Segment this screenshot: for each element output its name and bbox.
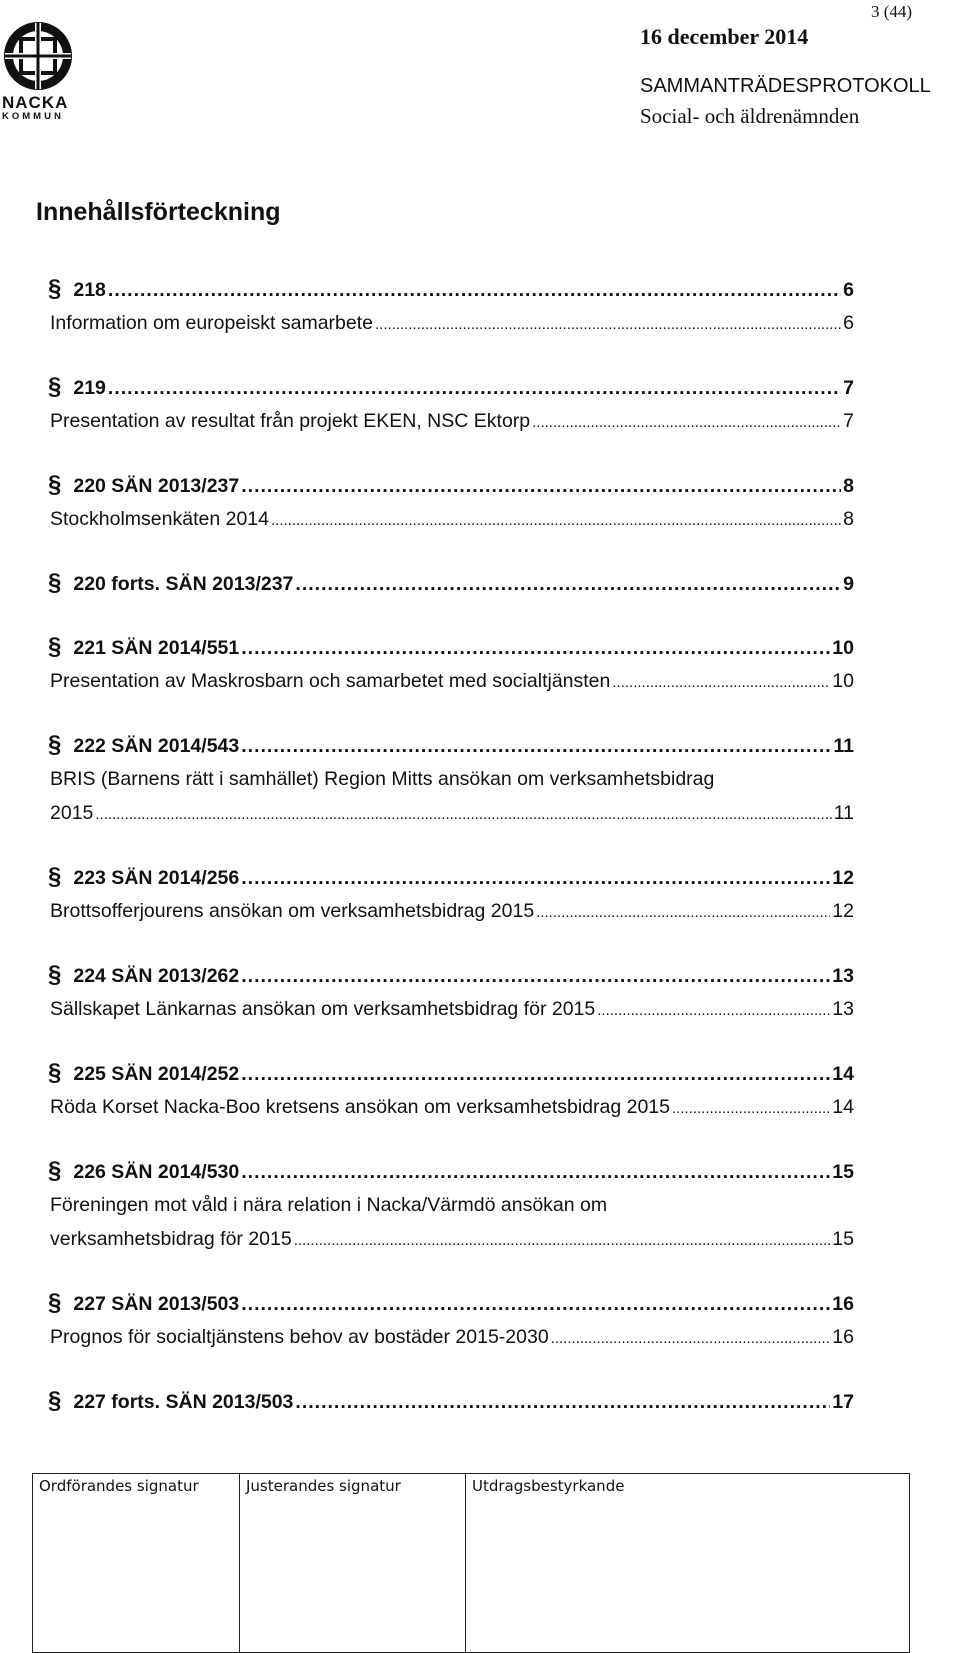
toc-main-row[interactable] [50, 566, 854, 600]
dot-leader [241, 1057, 830, 1091]
dot-leader [536, 894, 830, 930]
toc-page: 11 [833, 735, 854, 757]
toc-sub-page: 11 [833, 802, 854, 824]
toc-sub-page: 7 [843, 410, 854, 432]
section-sign: § [48, 731, 62, 758]
toc-main-row[interactable] [50, 370, 854, 404]
toc-sub-page: 13 [832, 998, 854, 1020]
toc-label: 219 [73, 377, 106, 399]
toc-entry-221 [50, 630, 854, 698]
toc-main-row[interactable] [50, 1056, 854, 1090]
toc-sub-label: Information om europeiskt samarbete [50, 312, 373, 334]
toc-main-row[interactable] [50, 728, 854, 762]
toc-main-row[interactable] [50, 860, 854, 894]
section-sign: § [48, 961, 62, 988]
dot-leader [241, 631, 830, 665]
nacka-kommun-logo [2, 20, 76, 122]
toc-sub-row[interactable] [50, 502, 854, 536]
toc-main-row[interactable] [50, 468, 854, 502]
section-sign: § [48, 1059, 62, 1086]
toc-label: 227 forts. SÄN 2013/503 [73, 1391, 294, 1413]
toc-label: 227 SÄN 2013/503 [73, 1293, 240, 1315]
toc-sub-label-line1: BRIS (Barnens rätt i samhället) Region Mitts ansökan om verksamhetsbidrag [50, 768, 715, 790]
toc-main-row[interactable] [50, 1154, 854, 1188]
toc-sub-page: 8 [843, 508, 854, 530]
section-sign: § [48, 863, 62, 890]
toc-label: 224 SÄN 2013/262 [73, 965, 240, 987]
toc-entry-219 [50, 370, 854, 438]
toc-page: 7 [843, 377, 854, 399]
toc-page: 15 [832, 1161, 854, 1183]
dot-leader [241, 729, 831, 763]
dot-leader [375, 306, 841, 342]
toc-page: 8 [843, 475, 854, 497]
toc-entry-225 [50, 1056, 854, 1124]
toc-sub-page: 14 [832, 1096, 854, 1118]
adjuster-signature-cell[interactable] [240, 1474, 466, 1653]
toc-sub-row[interactable] [50, 1320, 854, 1354]
toc-label: 226 SÄN 2014/530 [73, 1161, 240, 1183]
toc-entry-220 [50, 468, 854, 536]
dot-leader [108, 273, 841, 307]
toc-sub-page: 6 [843, 312, 854, 334]
dot-leader [295, 567, 841, 601]
toc-sub-row-line1[interactable] [50, 1188, 854, 1222]
extract-certification-cell[interactable] [466, 1474, 910, 1653]
chair-signature-label: Ordförandes signatur [39, 1477, 199, 1495]
toc-page: 12 [832, 867, 854, 889]
toc-sub-row[interactable] [50, 1090, 854, 1124]
toc-label: 222 SÄN 2014/543 [73, 735, 240, 757]
toc-label: 220 forts. SÄN 2013/237 [73, 573, 294, 595]
toc-page: 16 [832, 1293, 854, 1315]
board-name: Social- och äldrenämnden [640, 104, 860, 128]
dot-leader [551, 1320, 831, 1356]
toc-page: 9 [843, 573, 854, 595]
toc-entry-220-forts [50, 566, 854, 600]
dot-leader [241, 1155, 830, 1189]
toc-label: 223 SÄN 2014/256 [73, 867, 240, 889]
dot-leader [95, 796, 831, 832]
section-sign: § [48, 275, 62, 302]
document-type: SAMMANTRÄDESPROTOKOLL [640, 75, 931, 97]
toc-main-row[interactable] [50, 630, 854, 664]
toc-label: 220 SÄN 2013/237 [73, 475, 240, 497]
dot-leader [294, 1222, 831, 1258]
logo-subtitle: KOMMUN [2, 111, 64, 122]
toc-page: 13 [832, 965, 854, 987]
toc-sub-row[interactable] [50, 404, 854, 438]
toc-entry-218 [50, 272, 854, 340]
section-sign: § [48, 569, 62, 596]
toc-label: 225 SÄN 2014/252 [73, 1063, 240, 1085]
toc-sub-page: 15 [832, 1228, 854, 1250]
toc-sub-row[interactable] [50, 894, 854, 928]
toc-sub-row[interactable] [50, 992, 854, 1026]
toc-title: Innehållsförteckning [36, 198, 281, 226]
toc-sub-label: Presentation av resultat från projekt EKEN, NSC Ektorp [50, 410, 531, 432]
toc-sub-label-line1: Föreningen mot våld i nära relation i Nacka/Värmdö ansökan om [50, 1194, 608, 1216]
toc-sub-label-line2: verksamhetsbidrag för 2015 [50, 1228, 292, 1250]
dot-leader [672, 1090, 830, 1126]
toc-sub-label: Presentation av Maskrosbarn och samarbetet med socialtjänsten [50, 670, 611, 692]
toc-sub-row-line2[interactable] [50, 796, 854, 830]
signature-table [32, 1473, 910, 1653]
toc-main-row[interactable] [50, 958, 854, 992]
toc-main-row[interactable] [50, 1286, 854, 1320]
toc-entry-223 [50, 860, 854, 928]
toc-sub-label: Sällskapet Länkarnas ansökan om verksamhetsbidrag för 2015 [50, 998, 596, 1020]
section-sign: § [48, 1387, 62, 1414]
dot-leader [532, 404, 841, 440]
toc-sub-row[interactable] [50, 664, 854, 698]
toc-label: 218 [73, 279, 106, 301]
toc-main-row[interactable] [50, 1384, 854, 1418]
toc-entry-224 [50, 958, 854, 1026]
dot-leader [108, 371, 841, 405]
section-sign: § [48, 1289, 62, 1316]
dot-leader [271, 502, 841, 538]
toc-label: 221 SÄN 2014/551 [73, 637, 240, 659]
dot-leader [295, 1385, 830, 1419]
table-of-contents [50, 272, 854, 1448]
toc-main-row[interactable] [50, 272, 854, 306]
extract-certification-label: Utdragsbestyrkande [472, 1477, 625, 1495]
toc-sub-row-line1[interactable] [50, 762, 854, 796]
toc-entry-226 [50, 1154, 854, 1256]
toc-sub-label: Brottsofferjourens ansökan om verksamhetsbidrag 2015 [50, 900, 535, 922]
toc-page: 14 [832, 1063, 854, 1085]
toc-sub-label: Stockholmsenkäten 2014 [50, 508, 269, 530]
logo-name: NACKA [2, 93, 69, 112]
section-sign: § [48, 471, 62, 498]
section-sign: § [48, 373, 62, 400]
toc-sub-label: Röda Korset Nacka-Boo kretsens ansökan om verksamhetsbidrag 2015 [50, 1096, 670, 1118]
dot-leader [597, 992, 830, 1028]
toc-page: 10 [832, 637, 854, 659]
chair-signature-cell[interactable] [33, 1474, 240, 1653]
toc-sub-label-line2: 2015 [50, 802, 94, 824]
toc-sub-label: Prognos för socialtjänstens behov av bostäder 2015-2030 [50, 1326, 549, 1348]
nacka-emblem-icon [2, 20, 74, 92]
toc-entry-227 [50, 1286, 854, 1354]
page-number: 3 (44) [871, 2, 913, 21]
meeting-date: 16 december 2014 [640, 24, 809, 49]
section-sign: § [48, 633, 62, 660]
toc-entry-227-forts [50, 1384, 854, 1418]
dot-leader [241, 959, 830, 993]
dot-leader [612, 664, 830, 700]
dot-leader [241, 1287, 830, 1321]
toc-sub-page: 12 [832, 900, 854, 922]
toc-sub-page: 10 [832, 670, 854, 692]
section-sign: § [48, 1157, 62, 1184]
adjuster-signature-label: Justerandes signatur [246, 1477, 401, 1495]
dot-leader [241, 861, 830, 895]
toc-page: 6 [843, 279, 854, 301]
dot-leader [241, 469, 841, 503]
toc-sub-page: 16 [832, 1326, 854, 1348]
toc-page: 17 [832, 1391, 854, 1413]
toc-sub-row-line2[interactable] [50, 1222, 854, 1256]
toc-entry-222 [50, 728, 854, 830]
toc-sub-row[interactable] [50, 306, 854, 340]
